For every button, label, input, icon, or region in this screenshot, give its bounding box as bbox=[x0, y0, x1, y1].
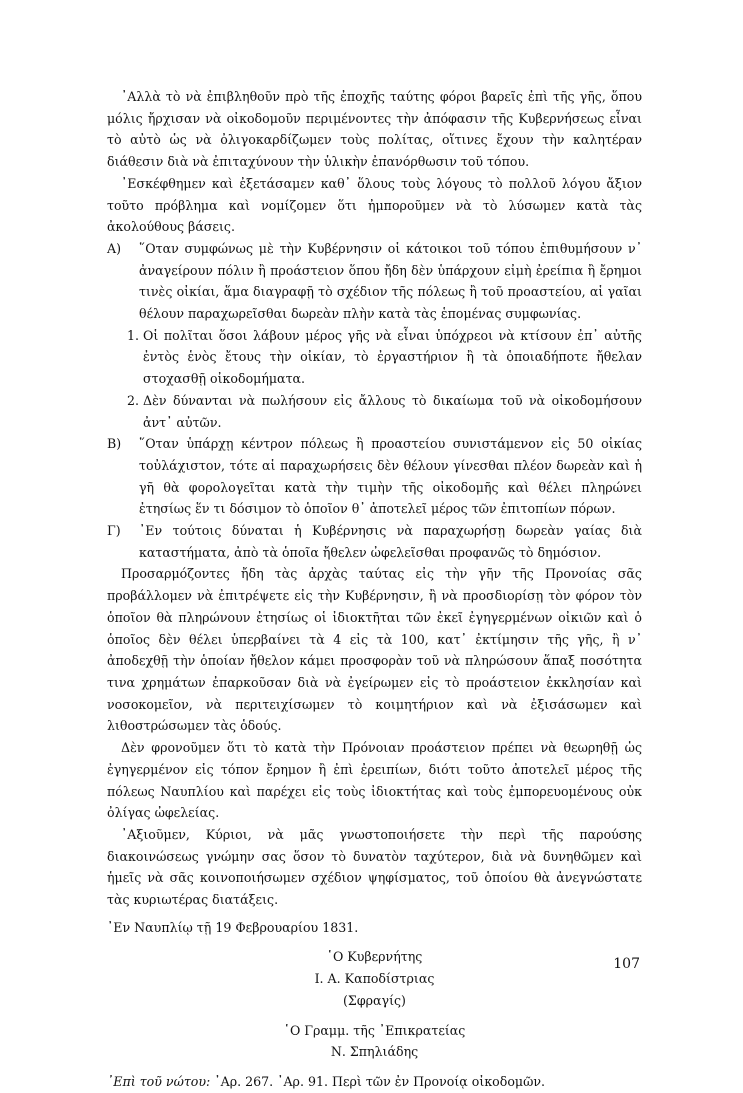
item-c-label: Γ) bbox=[107, 523, 121, 539]
item-a bbox=[107, 238, 642, 325]
signature-2-title: ῾Ο Γραμμ. τῆς ᾿Επικρατείας bbox=[283, 1022, 466, 1038]
item-c bbox=[107, 520, 642, 563]
signature-1-seal: (Σφραγίς) bbox=[343, 992, 406, 1008]
item-a-2 bbox=[107, 390, 642, 433]
item-a-text: ῞Οταν συμφώνως μὲ τὴν Κυβέρνησιν οἱ κάτοικοι τοῦ τόπου ἐπιθυμήσουν ν᾿ ἀναγείρουν πόλιν ἢ προάστειον ὅπου ἤδη δὲν ὑπάρχουν εἰμὴ ἐρείπια ἢ ἔρημοι τινὲς οἰκίαι, ἅμα διαγραφῇ τὸ σχέδιον τῆς πόλεως ἢ τοῦ προαστείου, αἱ γαῖαι θέλουν παραχωρεῖσθαι δωρεὰν πλὴν κατὰ τὰς ἑπομένας συμφωνίας. bbox=[139, 240, 642, 322]
item-b-label: Β) bbox=[107, 436, 122, 452]
item-c-text: ᾿Εν τούτοις δύναται ἡ Κυβέρνησις νὰ παραχωρήσῃ δωρεὰν γαίας διὰ καταστήματα, ἀπὸ τὰ ὁποῖα ἤθελεν ὠφελεῖσθαι προφανῶς τὸ δημόσιον. bbox=[139, 523, 642, 560]
item-a-1 bbox=[107, 325, 642, 390]
endorsement-label: ᾿Επὶ τοῦ νώτου: bbox=[107, 1073, 211, 1089]
page-number: 107 bbox=[613, 956, 640, 972]
item-b-text: ῞Οταν ὑπάρχῃ κέντρον πόλεως ἢ προαστείου συνιστάμενον εἰς 50 οἰκίας τοὐλάχιστον, τότε αἱ παραχωρήσεις δὲν θέλουν γίνεσθαι πλέον δωρεὰν καὶ ἡ γῆ θὰ φορολογεῖται κατὰ τὴν τιμὴν τῆς οἰκοδομῆς καὶ θέλει πληρώνει ἐτησίως ἕν τι δόσιμον τὸ ὁποῖον θ᾿ ἀποτελεῖ μέρος τῶν ἐπιτοπίων πόρων. bbox=[139, 436, 642, 517]
paragraph-5: ᾿Αξιοῦμεν, Κύριοι, νὰ μᾶς γνωστοποιήσετε τὴν περὶ τῆς παρούσης διακοινώσεως γνώμην σας ὅσον τὸ δυνατὸν ταχύτερον, διὰ νὰ δυνηθῶμεν καὶ ἡμεῖς νὰ σᾶς κοινοποιήσωμεν σχέδιον ψηφίσματος, τοῦ ὁποίου θὰ ἀνεγνώστατε τὰς κυριωτέρας διατάξεις. bbox=[107, 826, 642, 908]
date-line: ᾿Εν Ναυπλίῳ τῇ 19 Φεβρουαρίου 1831. bbox=[107, 919, 359, 935]
endorsement-note bbox=[107, 1071, 642, 1093]
endorsement-text: ᾿Αρ. 267. ᾿Αρ. 91. Περὶ τῶν ἐν Προνοίᾳ οἰκοδομῶν. bbox=[210, 1073, 546, 1089]
paragraph-4: Δὲν φρονοῦμεν ὅτι τὸ κατὰ τὴν Πρόνοιαν προάστειον πρέπει νὰ θεωρηθῇ ὡς ἐγηγερμένον εἰς τόπον ἔρημον ἢ ἐπὶ ἐρειπίων, διότι τοῦτο ἀποτελεῖ μέρος τῆς πόλεως Ναυπλίου καὶ παρέχει εἰς τοὺς ἰδιοκτήτας καὶ τοὺς ἐμπορευομένους οὐκ ὀλίγας ὠφελείας. bbox=[107, 740, 642, 821]
body-text bbox=[107, 86, 642, 1093]
item-b bbox=[107, 433, 642, 520]
signature-1-title: ῾Ο Κυβερνήτης bbox=[326, 949, 423, 965]
paragraph-3: Προσαρμόζοντες ἤδη τὰς ἀρχὰς ταύτας εἰς τὴν γῆν τῆς Προνοίας σᾶς προβάλλομεν νὰ ἐπιτρέψετε εἰς τὴν Κυβέρνησιν, ἢ νὰ προσδιορίσῃ τὸν φόρον τὸν ὁποῖον θὰ πληρώνουν ἐτησίως οἱ ἰδιοκτῆται τῶν ἐκεῖ ἐγηγερμένων οἰκιῶν καὶ ὁ ὁποῖος δὲν θέλει ὑπερβαίνει τὰ 4 εἰς τὰ 100, κατ᾿ ἐκτίμησιν τῆς γῆς, ἢ ν᾿ ἀποδεχθῇ τὴν ὁποίαν ἤθελον κάμει προσφορὰν τοῦ νὰ πληρώσουν ἅπαξ ποσότητα τινα χρημάτων ἐπαρκοῦσαν διὰ νὰ ἐγείρωμεν εἰς τὸ προάστειον ἐκκλησίαν καὶ νοσοκομεῖον, νὰ περιτειχίσωμεν τὸ κοιμητήριον καὶ νὰ ἐξισάσωμεν καὶ λιθοστρώσωμεν τὰς ὁδούς. bbox=[107, 566, 642, 734]
signature-1-name: Ι. Α. Καποδίστριας bbox=[314, 971, 435, 987]
item-a-2-text: Δὲν δύνανται νὰ πωλήσουν εἰς ἄλλους τὸ δικαίωμα τοῦ νὰ οἰκοδομήσουν ἀντ᾿ αὐτῶν. bbox=[143, 392, 642, 430]
item-a-2-label: 2. bbox=[127, 392, 140, 408]
signature-2-name: Ν. Σπηλιάδης bbox=[330, 1044, 419, 1060]
item-a-label: Α) bbox=[107, 240, 122, 256]
item-a-1-text: Οἱ πολῖται ὅσοι λάβουν μέρος γῆς νὰ εἶναι ὑπόχρεοι νὰ κτίσουν ἐπ᾿ αὐτῆς ἐντὸς ἑνὸς ἔτους τὴν οἰκίαν, τὸ ἐργαστήριον ἢ τὰ ὁποιαδήποτε ἤθελαν στοχασθῇ οἰκοδομήματα. bbox=[143, 327, 642, 387]
paragraph-2: ᾿Εσκέφθημεν καὶ ἐξετάσαμεν καθ᾿ ὅλους τοὺς λόγους τὸ πολλοῦ λόγου ἄξιον τοῦτο πρόβλημα καὶ νομίζομεν ὅτι ἠμποροῦμεν νὰ τὸ λύσωμεν κατὰ τὰς ἀκολούθους βάσεις. bbox=[107, 175, 642, 235]
item-a-1-label: 1. bbox=[127, 327, 140, 343]
paragraph-1: ᾿Αλλὰ τὸ νὰ ἐπιβληθοῦν πρὸ τῆς ἐποχῆς ταύτης φόροι βαρεῖς ἐπὶ τῆς γῆς, ὅπου μόλις ἤρχισαν νὰ οἰκοδομοῦν περιμένοντες τὴν ἀπόφασιν τῆς Κυβερνήσεως εἶναι τὸ αὐτὸ ὡς νὰ ὀλιγοκαρδίζωμεν τοὺς πολίτας, οἵτινες ἔχουν τὴν καλητέραν διάθεσιν διὰ νὰ ἐπιταχύνουν τὴν ὑλικὴν ἐπανόρθωσιν τοῦ τόπου. bbox=[107, 89, 642, 170]
